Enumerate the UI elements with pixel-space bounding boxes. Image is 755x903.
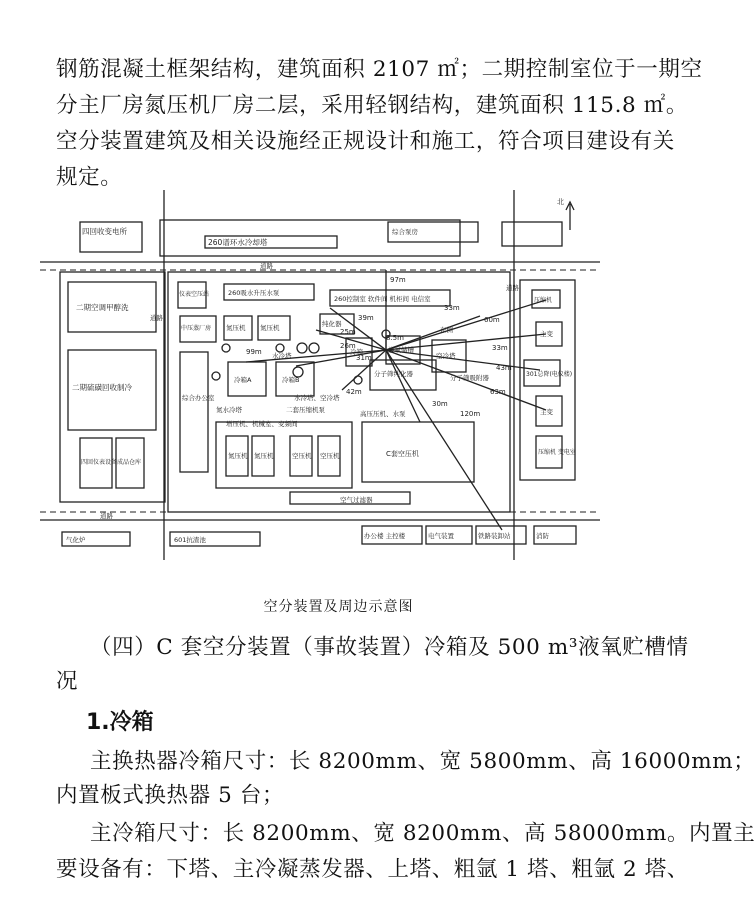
map-label: 综合办公室 — [182, 394, 215, 402]
map-label: 道路 — [506, 284, 519, 292]
distance-label: 42m — [346, 388, 362, 396]
map-label: 办公楼 主控楼 — [364, 532, 406, 540]
map-label: 260谱环水冷却塔 — [208, 238, 268, 247]
map-label: 压缩机 变电室 — [538, 449, 576, 456]
distance-label: 30m — [432, 400, 448, 408]
map-label: 空气过滤器 — [340, 496, 373, 504]
map-label: 气化炉 — [66, 536, 86, 544]
map-label: 水冷塔、空冷塔 — [294, 394, 340, 402]
map-label: 道路 — [100, 512, 113, 520]
map-label: 601抗渣池 — [174, 536, 206, 544]
map-label: 水冷塔 — [272, 352, 292, 360]
distance-label: 97m — [390, 276, 406, 284]
map-label: 高压压机、水泵 — [360, 410, 406, 418]
paragraph-line: 主冷箱尺寸：长 8200mm、宽 8200mm、高 58000mm。内置主 — [90, 821, 755, 846]
section-title: 况 — [56, 669, 79, 694]
distance-label: 63m — [490, 388, 506, 396]
map-label: 主变 — [540, 408, 553, 416]
paragraph-line: 主换热器冷箱尺寸：长 8200mm、宽 5800mm、高 16000mm； — [90, 749, 755, 774]
map-label: 消防 — [536, 532, 549, 540]
subsection-heading: 1.冷箱 — [86, 710, 154, 735]
figure-caption: 空分装置及周边示意图 — [263, 599, 414, 615]
map-label: 氮水冷塔 — [216, 406, 242, 414]
distance-label: 25m — [340, 328, 356, 336]
paragraph-line: 钢筋混凝土框架结构，建筑面积 2107 ㎡；二期控制室位于一期空 — [56, 57, 703, 82]
map-label: 铁路装卸站 — [478, 532, 511, 540]
map-label: 空冷塔 — [436, 352, 456, 360]
map-label: 空压机 — [292, 452, 312, 460]
section-title: （四）C 套空分装置（事故装置）冷箱及 500 m³液氧贮槽情 — [90, 635, 689, 660]
map-label: 260吸水升压水泵 — [228, 289, 280, 297]
map-label: 301总降(电仪楼) — [526, 371, 573, 378]
map-label: 二期空调甲醇洗 — [76, 303, 129, 312]
map-label: 纯化器 — [322, 320, 342, 328]
map-label: C套空压机 — [386, 450, 419, 458]
map-label: 氮压机 — [260, 324, 280, 332]
distance-label: 99m — [246, 348, 262, 356]
distance-label: 33m — [492, 344, 508, 352]
map-label: 主变 — [540, 330, 553, 338]
distance-label: 26m — [340, 342, 356, 350]
site-layout-diagram — [40, 190, 600, 560]
map-label: 道路 — [150, 314, 163, 322]
map-label: 综合泵房 — [392, 228, 418, 236]
map-label: 电气装置 — [428, 532, 454, 540]
north-label: 北 — [557, 198, 564, 206]
map-label: 空压机 — [320, 452, 340, 460]
distance-label: 43m — [496, 364, 512, 372]
map-label: 氮压机 — [254, 452, 274, 460]
map-label: 液氧储槽 — [388, 346, 414, 354]
map-label: 东侧 — [440, 326, 453, 334]
distance-label: 60m — [484, 316, 500, 324]
distance-label: 39m — [358, 314, 374, 322]
distance-label: 8.5m — [386, 334, 404, 342]
map-label: 分子筛纯化器 — [374, 370, 413, 378]
map-label: 压缩机 — [534, 297, 553, 304]
map-label: 中压蒸厂房 — [181, 325, 212, 332]
map-label: 冷箱 — [350, 348, 363, 356]
paragraph-line: 空分装置建筑及相关设施经正规设计和施工，符合项目建设有关 — [56, 129, 675, 154]
map-label: 氮压机 — [228, 452, 248, 460]
paragraph-line: 分主厂房氮压机厂房二层，采用轻钢结构，建筑面积 115.8 ㎡。 — [56, 93, 688, 118]
map-label: 冷箱A — [234, 376, 252, 384]
map-label: 二期硫磺回收制冷 — [72, 383, 132, 392]
paragraph-line: 规定。 — [56, 165, 123, 190]
map-label: 分子筛吸附器 — [450, 374, 489, 382]
map-label: 道路 — [260, 262, 273, 270]
map-label: 冷箱B — [282, 376, 300, 384]
map-label: 成品仓库 — [117, 459, 142, 466]
map-label: 260控制室 软件间 机柜间 电信室 — [334, 295, 431, 303]
paragraph-line: 内置板式换热器 5 台； — [56, 783, 285, 808]
map-label: 四回仪表设备 — [81, 459, 118, 466]
paragraph-line: 要设备有：下塔、主冷凝蒸发器、上塔、粗氩 1 塔、粗氩 2 塔、 — [56, 857, 689, 882]
map-label: 增压机、机械室、变频间 — [226, 420, 298, 428]
map-label: 四回收变电所 — [82, 227, 127, 236]
distance-label: 31m — [356, 354, 372, 362]
map-label: 氮压机 — [226, 324, 246, 332]
distance-label: 33m — [444, 304, 460, 312]
map-label: 二套压缩机泵 — [286, 406, 325, 414]
map-label: 仪表空压站 — [179, 291, 210, 298]
distance-label: 120m — [460, 410, 481, 418]
